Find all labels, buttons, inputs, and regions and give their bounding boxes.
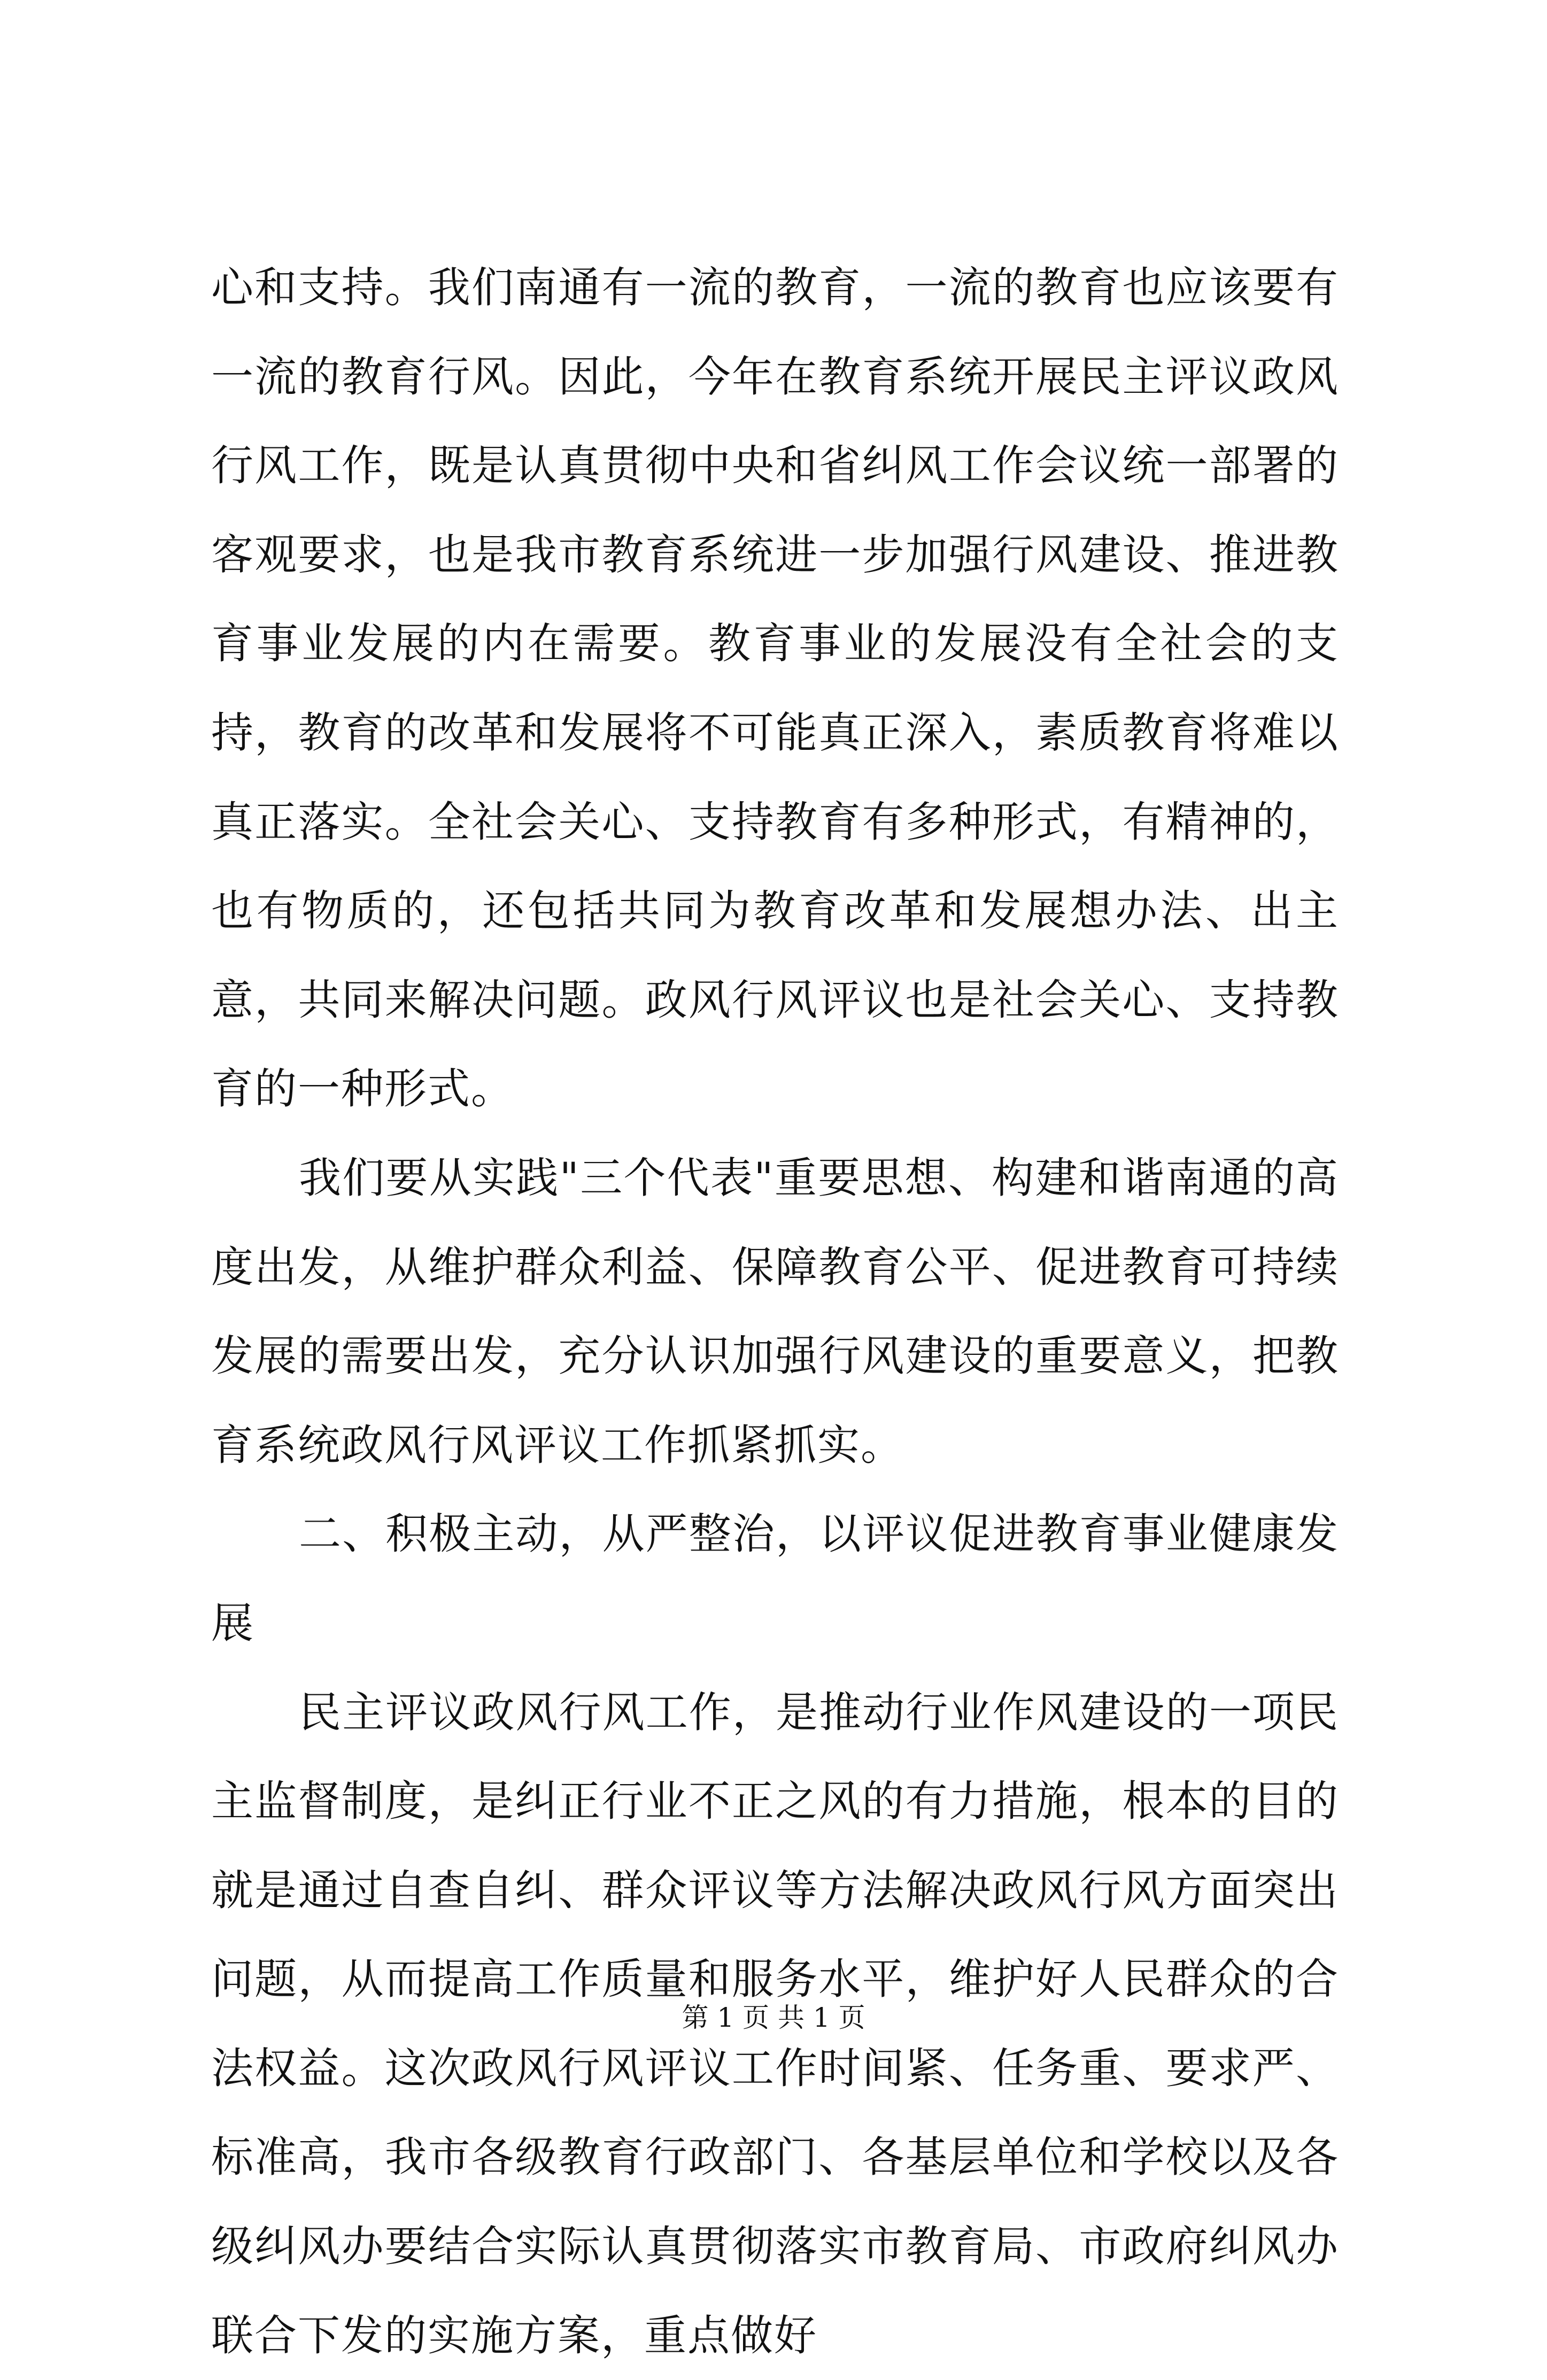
document-body [211, 243, 1339, 2380]
page-number-footer: 第 1 页 共 1 页 [0, 1999, 1547, 2036]
paragraph-democratic-review: 民主评议政风行风工作，是推动行业作风建设的一项民主监督制度，是纠正行业不正之风的有力措施，根本的目的就是通过自查自纠、群众评议等方法解决政风行风方面突出问题，从而提高工作质量和服务水平，维护好人民群众的合法权益。这次政风行风评议工作时间紧、任务重、要求严、标准高，我市各级教育行政部门、各基层单位和学校以及各级纠风办要结合实际认真贯彻落实市教育局、市政府纠风办联合下发的实施方案，重点做好 [211, 1668, 1339, 2380]
paragraph-three-represents: 我们要从实践"三个代表"重要思想、构建和谐南通的高度出发，从维护群众利益、保障教育公平、促进教育可持续发展的需要出发，充分认识加强行风建设的重要意义，把教育系统政风行风评议工作抓紧抓实。 [211, 1134, 1339, 1490]
paragraph-continuation: 心和支持。我们南通有一流的教育，一流的教育也应该要有一流的教育行风。因此，今年在教育系统开展民主评议政风行风工作，既是认真贯彻中央和省纠风工作会议统一部署的客观要求，也是我市教育系统进一步加强行风建设、推进教育事业发展的内在需要。教育事业的发展没有全社会的支持，教育的改革和发展将不可能真正深入，素质教育将难以真正落实。全社会关心、支持教育有多种形式，有精神的，也有物质的，还包括共同为教育改革和发展想办法、出主意，共同来解决问题。政风行风评议也是社会关心、支持教育的一种形式。 [211, 243, 1339, 1134]
section-heading-two: 二、积极主动，从严整治，以评议促进教育事业健康发展 [211, 1490, 1339, 1668]
